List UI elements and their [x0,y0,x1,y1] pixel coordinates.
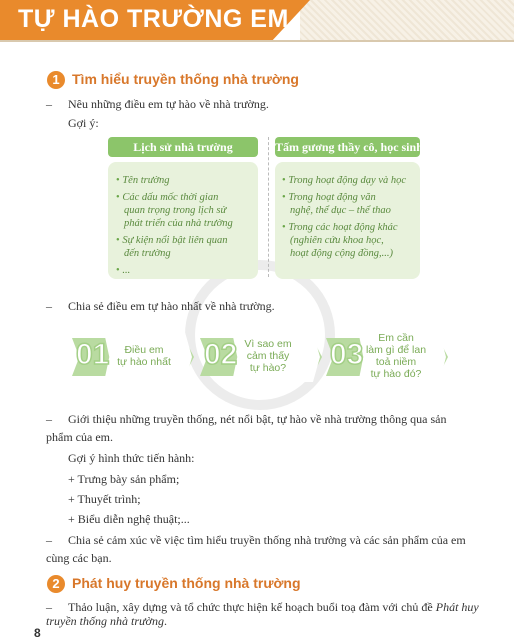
page-number: 8 [34,626,41,640]
bullet-icon: • [116,175,120,186]
list-item: Sự kiện nổi bật liên quan [122,235,228,246]
step-2-text [232,338,304,374]
step-line: cảm thấy [246,350,290,362]
section-number-2: 2 [47,575,65,593]
section-title-1: Tìm hiểu truyền thống nhà trường [72,71,299,87]
list-item: Các dấu mốc thời gian [122,192,219,203]
list-item: Trong hoạt động dạy và học [288,175,407,186]
step-line: Điều em [124,344,164,356]
dash: – [46,412,52,426]
section-title-2: Phát huy truyền thống nhà trường [72,575,301,591]
step-3-text [358,332,434,380]
form-item: + Trưng bày sản phẩm; [68,472,180,486]
header-divider [0,40,514,42]
step-line: làm gì để lan [365,344,427,356]
form-item: + Thuyết trình; [68,492,141,506]
box-right-items [282,174,418,260]
step-1-text [108,344,180,368]
list-item: quan trọng trong lịch sử [124,205,227,216]
task-4-line-1: Chia sẻ cảm xúc về việc tìm hiểu truyền thống nhà trường và các sản phẩm của em [68,533,466,547]
hint-label: Gợi ý: [68,116,99,130]
bullet-icon: • [282,222,286,233]
bullet-icon: • [116,192,120,203]
list-item: (nghiên cứu khoa học, [290,235,384,246]
bullet-icon: • [282,192,286,203]
form-item: + Biểu diễn nghệ thuật;... [68,512,190,526]
list-item: hoạt động cộng đồng,...) [290,248,393,259]
step-line: Vì sao em [244,338,292,350]
dash: – [46,97,52,111]
step-line: tự hào? [249,362,287,374]
box-left-items [116,174,256,277]
section-2-text: Thảo luận, xây dựng và tổ chức thực hiện kế hoạch buổi toạ đàm với chủ đề [68,600,433,614]
dash: – [46,600,52,614]
task-2-text: Chia sẻ điều em tự hào nhất về nhà trường. [68,299,275,313]
section-number-1: 1 [47,71,65,89]
section-2-topic: Phát huy [435,600,479,614]
step-line: Em cần [378,332,414,344]
period: . [163,614,167,628]
step-line: toả niềm [375,356,417,368]
list-item: Trong hoạt động văn [288,192,376,203]
section-2-task-line-2 [46,614,167,629]
list-item: Tên trường [122,175,170,186]
step-line: tự hào đó? [370,368,422,380]
bullet-icon: • [116,235,120,246]
page-title: TỰ HÀO TRƯỜNG EM [18,5,289,33]
box-separator [268,137,269,277]
hint-2-label: Gợi ý hình thức tiến hành: [68,451,195,465]
list-item: ... [122,265,131,276]
task-3-line-2: phẩm của em. [46,430,113,444]
dash: – [46,299,52,313]
bullet-icon: • [282,175,286,186]
box-left-header: Lịch sử nhà trường [108,137,258,157]
task-4-line-2: cùng các bạn. [46,551,112,565]
section-2-task-line-1 [68,600,479,615]
task-1-text: Nêu những điều em tự hào về nhà trường. [68,97,269,111]
step-2-number: 02 [204,338,238,371]
list-item: nghệ, thể dục – thể thao [290,205,391,216]
section-2-topic: truyền thống nhà trường [46,614,164,628]
step-1-number: 01 [76,338,110,371]
dash: – [46,533,52,547]
task-3-line-1: Giới thiệu những truyền thống, nét nổi bật, tự hào về nhà trường thông qua sản [68,412,447,426]
list-item: đến trường [124,248,171,259]
step-3-number: 03 [330,338,364,371]
box-right-header: Tấm gương thầy cô, học sinh [275,137,420,157]
list-item: phát triển của nhà trường [124,218,233,229]
bullet-icon: • [116,265,120,276]
header-texture [300,0,514,40]
step-line: tự hào nhất [117,356,171,368]
list-item: Trong các hoạt động khác [288,222,398,233]
